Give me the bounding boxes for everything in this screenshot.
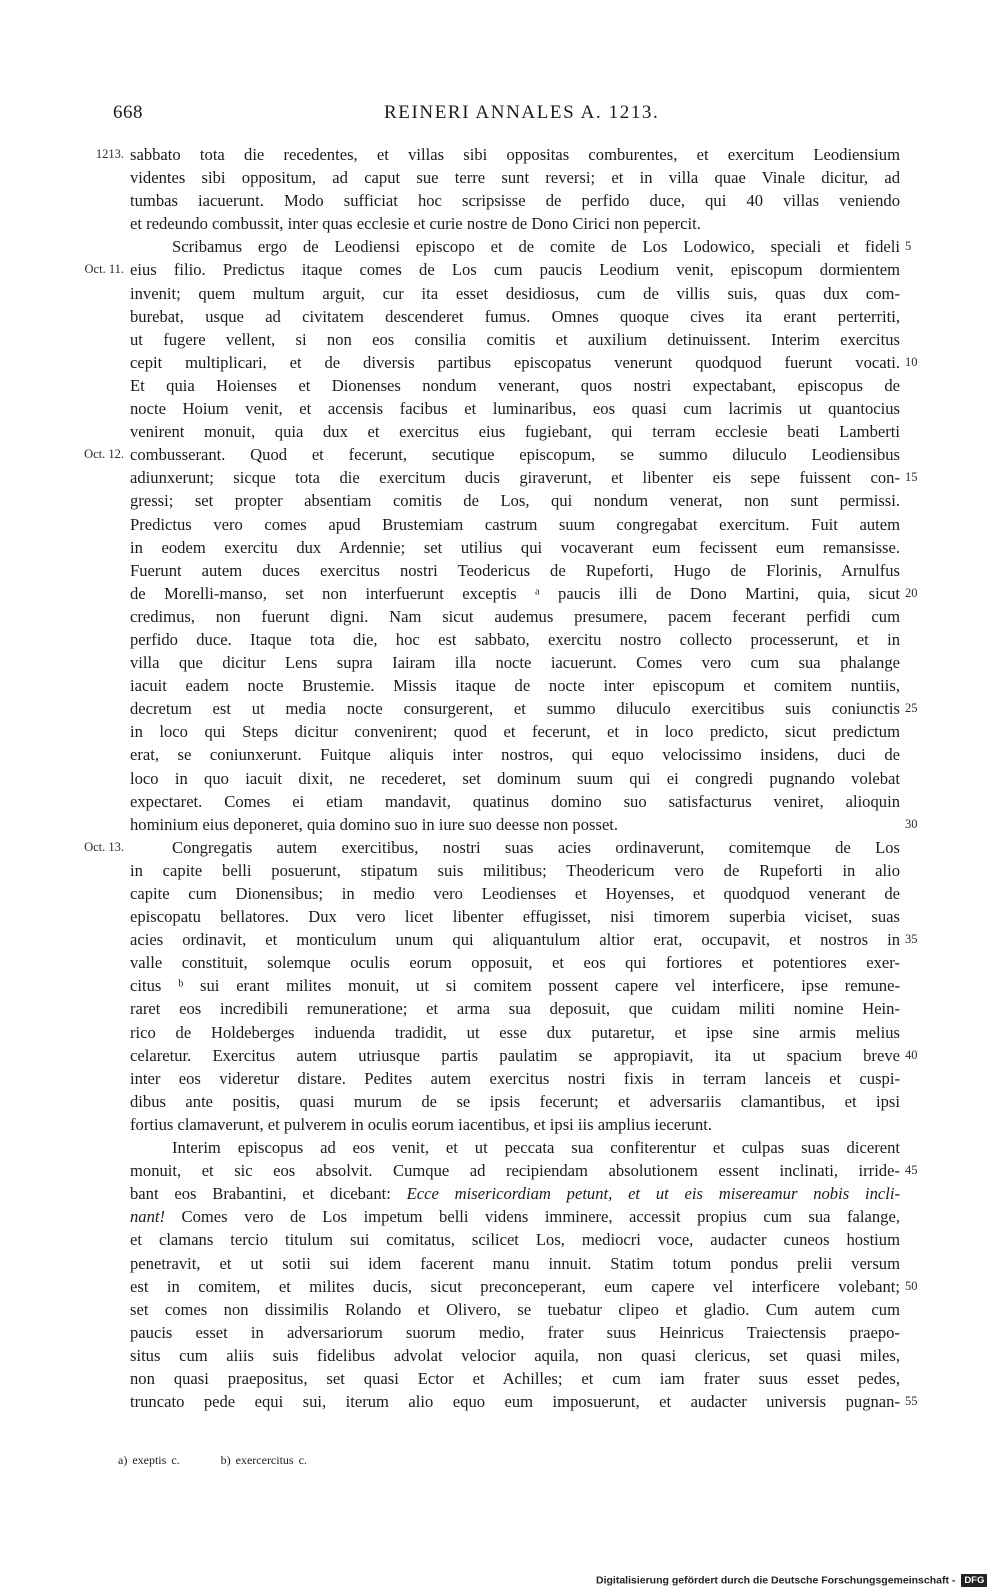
line-text: in capite belli posuerunt, stipatum suis militibus; Theodericum vero de Rupeforti in alio	[130, 860, 900, 880]
text-line	[0, 1067, 1000, 1090]
line-text: in loco qui Steps dicitur convenirent; quod et fecerunt, et in loco predicto, sicut predictum	[130, 722, 900, 742]
line-text: citus ᵇ sui erant milites monuit, ut si comitem possent capere vel interficere, ipse remune-	[130, 976, 900, 996]
text-line	[0, 189, 1000, 212]
line-text-italic: Ecce misericordiam petunt, et ut eis misereamur nobis incli-	[406, 1184, 900, 1204]
page-number: 668	[113, 102, 143, 123]
text-line	[0, 836, 1000, 859]
line-text: capite cum Dionensibus; in medio vero Leodienses et Hoyenses, et quodquod venerant de	[130, 884, 900, 903]
line-text: expectaret. Comes ei etiam mandavit, quatinus domino suo satisfacturus veniret, alioquin	[130, 791, 900, 811]
line-text: videntes sibi oppositum, ad caput sue terre sunt reversi; et in villa quae Vinale dicitur, ad	[130, 168, 900, 188]
line-text: villa que dicitur Lens supra Iairam illa nocte iacuerunt. Comes vero cum sua phalange	[130, 653, 900, 673]
line-text: fortius clamaverunt, et pulverem in oculis eorum iacentibus, et ipsi iis amplius iecerunt.	[130, 1114, 713, 1134]
line-text-roman: bant eos Brabantini, et dicebant:	[130, 1184, 391, 1204]
line-text: in eodem exercitu dux Ardennie; set utilius qui vocaverant eum fecissent eum remansisse.	[130, 537, 900, 557]
text-line	[0, 1113, 1000, 1136]
dfg-logo: DFG	[961, 1574, 987, 1587]
line-text: est in comitem, et milites ducis, sicut preconceperant, eum capere vel interficere volebant;	[130, 1276, 900, 1296]
text-line	[0, 1044, 1000, 1067]
text-line	[0, 813, 1000, 836]
text-line	[0, 1182, 1000, 1205]
text-line	[0, 674, 1000, 697]
line-text: non quasi praepositus, set quasi Ector et Achilles; et cum iam frater suus esset pedes,	[130, 1368, 900, 1388]
line-text	[130, 1182, 900, 1205]
text-line	[0, 489, 1000, 512]
line-text: inter eos videretur distare. Pedites autem exercitus nostri fixis in terram lanceis et cuspi-	[130, 1068, 900, 1088]
line-text: cepit multiplicari, et de diversis partibus episcopatus venerunt quodquod fuerunt vocati.	[130, 352, 900, 372]
line-text: credimus, non fuerunt digni. Nam sicut audemus presumere, pacem fecerant perfidi cum	[130, 606, 900, 626]
line-text: et clamans tercio titulum sui comitatus, scilicet Los, mediocri voce, audacter cuneos hostium	[130, 1230, 900, 1250]
text-line	[0, 1367, 1000, 1390]
line-text: celaretur. Exercitus autem utriusque partis paulatim se appropiavit, ita ut spacium breve	[130, 1045, 900, 1065]
line-text: dibus ante positis, quasi murum de se ipsis fecerunt; et adversariis clamantibus, et ipsi	[130, 1091, 900, 1111]
line-text: penetravit, et ut sotii sui idem facerent manu innuit. Statim totum pondus prelii versum	[130, 1253, 900, 1273]
text-line	[0, 305, 1000, 328]
line-number: 45	[905, 1163, 918, 1178]
line-text-italic: nant!	[130, 1207, 166, 1227]
line-text: Et quia Hoienses et Dionenses nondum venerant, quos nostri expectabant, episcopus de	[130, 375, 900, 395]
text-line	[0, 790, 1000, 813]
page-header	[0, 102, 1000, 132]
text-line	[0, 420, 1000, 443]
text-line	[0, 536, 1000, 559]
line-text: acies ordinavit, et monticulum unum qui aliquantulum altior erat, occupavit, et nostros in	[130, 930, 900, 950]
line-text: et redeundo combussit, inter quas ecclesie et curie nostre de Dono Cirici non pepercit.	[130, 214, 701, 234]
line-text: sabbato tota die recedentes, et villas sibi oppositas comburentes, et exercitum Leodiensium	[130, 145, 900, 164]
text-line	[0, 767, 1000, 790]
line-text: tumbas iacuerunt. Modo sufficiat hoc scripsisse de perfido duce, qui 40 villas veniendo	[130, 191, 900, 211]
line-text: Interim episcopus ad eos venit, et ut peccata sua confiterentur et culpas suas dicerent	[172, 1138, 900, 1158]
running-title: REINERI ANNALES A. 1213.	[384, 102, 660, 123]
line-number: 15	[905, 470, 918, 485]
line-text: set comes non dissimilis Rolando et Olivero, se tuebatur clipeo et gladio. Cum autem cum	[130, 1299, 900, 1319]
text-line	[0, 997, 1000, 1020]
text-line	[0, 282, 1000, 305]
line-number: 10	[905, 354, 918, 369]
text-line	[0, 651, 1000, 674]
text-line	[0, 859, 1000, 882]
text-line	[0, 1275, 1000, 1298]
line-text: loco in quo iacuit dixit, ne recederet, set dominum suum qui ei congredi pugnando volebat	[130, 768, 900, 788]
text-line	[0, 1021, 1000, 1044]
line-text: adiunxerunt; sicque tota die exercitum ducis giraverunt, et libenter eis sepe fuissent con-	[130, 468, 900, 488]
line-number: 35	[905, 932, 918, 947]
line-text: burebat, usque ad civitatem descenderet fumus. Omnes quoque cives ita erant perterriti,	[130, 306, 900, 326]
text-line	[0, 1252, 1000, 1275]
text-line	[0, 974, 1000, 997]
digitization-credit	[596, 1574, 987, 1587]
line-text: valle constituit, solemque oculis eorum opposuit, et eos qui fortiores et potentiores exer-	[130, 953, 900, 973]
margin-date: Oct. 11.	[84, 262, 124, 277]
text-line	[0, 328, 1000, 351]
line-text: iacuit eadem nocte Brustemie. Missis itaque de nocte inter episcopum et comitem nuntiis,	[130, 676, 900, 696]
line-text: combusserant. Quod et fecerunt, secutique episcopum, se summo diluculo Leodiensibus	[130, 445, 900, 465]
text-line	[0, 928, 1000, 951]
text-line	[0, 1159, 1000, 1182]
text-line	[0, 235, 1000, 258]
text-line	[0, 1136, 1000, 1159]
text-line	[0, 1090, 1000, 1113]
line-text: invenit; quem multum arguit, cur ita esset desidiosus, cum de villis suis, quas dux com-	[130, 283, 900, 303]
line-text: gressi; set propter absentiam comitis de Los, qui nondum venerat, non sunt permissi.	[130, 491, 900, 511]
text-line	[0, 513, 1000, 536]
text-line	[0, 720, 1000, 743]
line-number: 40	[905, 1047, 918, 1062]
text-line	[0, 212, 1000, 235]
text-line	[0, 697, 1000, 720]
text-line	[0, 1298, 1000, 1321]
text-line	[0, 443, 1000, 466]
line-text	[130, 1205, 900, 1228]
text-line	[0, 605, 1000, 628]
text-line	[0, 374, 1000, 397]
line-text: ut fugere vellent, si non eos consilia comitis et auxilium detinuissent. Interim exercitus	[130, 329, 900, 349]
margin-date: Oct. 13.	[84, 839, 124, 854]
footnotes	[118, 1453, 343, 1468]
line-number: 20	[905, 585, 918, 600]
text-line	[0, 882, 1000, 905]
text-line	[0, 1205, 1000, 1228]
text-line	[0, 143, 1000, 166]
line-text: erat, se coniunxerunt. Fuitque aliquis inter nostros, qui equo velocissimo insidens, duci de	[130, 745, 900, 765]
text-line	[0, 628, 1000, 651]
line-text: hominium eius deponeret, quia domino suo in iure suo deesse non posset.	[130, 814, 619, 834]
line-text: Congregatis autem exercitibus, nostri suas acies ordinaverunt, comitemque de Los	[172, 837, 900, 857]
text-line	[0, 559, 1000, 582]
text-line	[0, 258, 1000, 281]
line-text: nocte Hoium venit, et accensis facibus et luminaribus, eos quasi cum lacrimis ut quantocius	[130, 399, 900, 419]
text-body	[0, 143, 1000, 1413]
line-text: paucis esset in adversariorum suorum medio, frater suus Heinricus Traiectensis praepo-	[130, 1322, 900, 1342]
line-text: perfido duce. Itaque tota die, hoc est sabbato, exercitu nostro collecto processerunt, et in	[130, 629, 900, 649]
text-line	[0, 166, 1000, 189]
text-line	[0, 466, 1000, 489]
line-text: truncato pede equi sui, iterum alio equo eum imposuerunt, et audacter universis pugnan-	[130, 1392, 900, 1412]
credit-text: Digitalisierung gefördert durch die Deutsche Forschungsgemeinschaft -	[596, 1574, 956, 1587]
line-text: Fuerunt autem duces exercitus nostri Teodericus de Rupeforti, Hugo de Florinis, Arnulfus	[130, 560, 900, 580]
line-number: 25	[905, 701, 918, 716]
line-number: 55	[905, 1394, 918, 1409]
text-line	[0, 951, 1000, 974]
text-line	[0, 397, 1000, 420]
footnote: a) exeptis c.	[118, 1453, 180, 1467]
footnote: b) exercercitus c.	[220, 1453, 307, 1467]
text-line	[0, 351, 1000, 374]
line-text: venirent monuit, quia dux et exercitus eius fugiebant, qui terram ecclesie beati Lamberti	[130, 422, 900, 442]
text-line	[0, 1390, 1000, 1413]
line-text: Scribamus ergo de Leodiensi episcopo et de comite de Los Lodowico, speciali et fideli	[172, 237, 900, 257]
line-number: 5	[905, 239, 912, 254]
line-text: de Morelli-manso, set non interfuerunt exceptis ᵃ paucis illi de Dono Martini, quia, sicut	[130, 583, 900, 603]
line-text: episcopatu bellatores. Dux vero licet libenter effugisset, nisi timorem superbia viciset, suas	[130, 907, 900, 927]
margin-date: Oct. 12.	[84, 447, 124, 462]
line-text: Predictus vero comes apud Brustemiam castrum suum congregabat exercitum. Fuit autem	[130, 514, 900, 534]
line-text: raret eos incredibili remuneratione; et arma sua deposuit, que cuidam militi nomine Hein-	[130, 999, 900, 1019]
text-line	[0, 582, 1000, 605]
line-text: rico de Holdeberges induenda tradidit, ut esse dux putaretur, et ipse sine armis melius	[130, 1022, 900, 1042]
line-text: decretum est ut media nocte consurgerent, et summo diluculo exercitibus suis coniunctis	[130, 699, 900, 719]
text-line	[0, 1321, 1000, 1344]
line-number: 30	[905, 816, 918, 831]
line-text: monuit, et sic eos absolvit. Cumque ad recipiendam absolutionem essent inclinati, irride-	[130, 1161, 900, 1181]
text-line	[0, 1344, 1000, 1367]
text-line	[0, 905, 1000, 928]
line-text-roman: Comes vero de Los impetum belli videns imminere, accessit propius cum sua falange,	[165, 1207, 900, 1227]
line-text: eius filio. Predictus itaque comes de Los cum paucis Leodium venit, episcopum dormientem	[130, 260, 900, 280]
line-number: 50	[905, 1278, 918, 1293]
line-text: situs cum aliis suis fidelibus advolat velocior aquila, non quasi clericus, set quasi miles,	[130, 1345, 900, 1365]
text-line	[0, 1228, 1000, 1251]
margin-date: 1213.	[95, 147, 124, 161]
text-line	[0, 743, 1000, 766]
